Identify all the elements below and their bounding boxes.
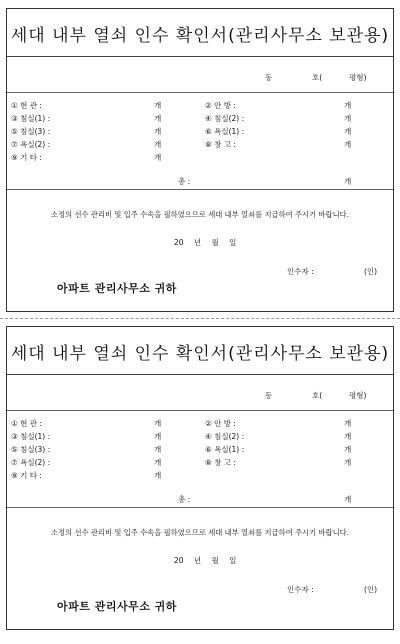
addressee: 아파트 관리사무소 귀하 xyxy=(57,600,177,613)
seal-label: (인) xyxy=(364,267,378,276)
item-label-bathroom-2: ⑦ 욕실(2) : xyxy=(11,140,51,149)
item-unit: 개 xyxy=(154,419,162,428)
pyeong-label: 평형) xyxy=(349,73,367,82)
date-line: 20 년 월 일 xyxy=(174,556,237,565)
item-unit: 개 xyxy=(344,432,352,441)
form-title: 세대 내부 열쇠 인수 확인서(관리사무소 보관용) xyxy=(10,344,390,364)
cut-line xyxy=(0,318,400,319)
date-line: 20 년 월 일 xyxy=(174,238,237,247)
dong-label: 동 xyxy=(265,73,273,82)
item-label-storage: ⑧ 창 고 : xyxy=(205,458,236,467)
item-unit: 개 xyxy=(344,445,352,454)
item-unit: 개 xyxy=(154,127,162,136)
item-unit: 개 xyxy=(344,114,352,123)
divider xyxy=(7,374,393,375)
request-statement: 소정의 선수 관리비 및 입주 수속을 필하였으므로 세대 내부 열쇠를 지급하여 주시기 바랍니다. xyxy=(50,210,349,219)
item-label-other: ⑨ 기 타 : xyxy=(11,153,42,162)
item-label-master-bedroom: ② 안 방 : xyxy=(205,419,236,428)
item-label-bathroom-2: ⑦ 욕실(2) : xyxy=(11,458,51,467)
divider xyxy=(7,507,393,508)
item-label-bedroom-2: ④ 침실(2) : xyxy=(205,114,245,123)
item-unit: 개 xyxy=(344,458,352,467)
divider xyxy=(7,410,393,411)
item-label-front-door: ① 현 관 : xyxy=(11,419,42,428)
item-unit: 개 xyxy=(344,140,352,149)
item-label-bedroom-2: ④ 침실(2) : xyxy=(205,432,245,441)
item-label-front-door: ① 현 관 : xyxy=(11,101,42,110)
item-unit: 개 xyxy=(344,419,352,428)
form-title: 세대 내부 열쇠 인수 확인서(관리사무소 보관용) xyxy=(10,26,390,46)
item-label-bedroom-3: ⑤ 침실(3) : xyxy=(11,445,51,454)
divider xyxy=(7,56,393,57)
item-label-other: ⑨ 기 타 : xyxy=(11,471,42,480)
item-label-bedroom-1: ③ 침실(1) : xyxy=(11,432,51,441)
item-label-bedroom-1: ③ 침실(1) : xyxy=(11,114,51,123)
item-unit: 개 xyxy=(154,114,162,123)
item-label-bedroom-3: ⑤ 침실(3) : xyxy=(11,127,51,136)
item-unit: 개 xyxy=(344,101,352,110)
item-unit: 개 xyxy=(154,101,162,110)
total-label: 총 : xyxy=(178,495,191,504)
divider xyxy=(7,92,393,93)
receiver-label: 인수자 : xyxy=(287,267,314,276)
seal-label: (인) xyxy=(364,585,378,594)
item-unit: 개 xyxy=(154,153,162,162)
item-label-storage: ⑧ 창 고 : xyxy=(205,140,236,149)
total-label: 총 : xyxy=(178,177,191,186)
total-unit: 개 xyxy=(344,495,352,504)
key-item-list xyxy=(7,418,393,508)
item-unit: 개 xyxy=(154,140,162,149)
item-label-bathroom-1: ⑥ 욕실(1) : xyxy=(205,127,245,136)
receiver-label: 인수자 : xyxy=(287,585,314,594)
key-receipt-form-2 xyxy=(6,326,394,630)
dong-label: 동 xyxy=(265,391,273,400)
item-label-master-bedroom: ② 안 방 : xyxy=(205,101,236,110)
total-unit: 개 xyxy=(344,177,352,186)
ho-label: 호( xyxy=(312,391,323,400)
item-unit: 개 xyxy=(154,458,162,467)
divider xyxy=(7,189,393,190)
key-item-list xyxy=(7,100,393,190)
item-unit: 개 xyxy=(344,127,352,136)
ho-label: 호( xyxy=(312,73,323,82)
item-unit: 개 xyxy=(154,432,162,441)
addressee: 아파트 관리사무소 귀하 xyxy=(57,282,177,295)
key-receipt-form-1 xyxy=(6,8,394,312)
request-statement: 소정의 선수 관리비 및 입주 수속을 필하였으므로 세대 내부 열쇠를 지급하여 주시기 바랍니다. xyxy=(50,528,349,537)
item-unit: 개 xyxy=(154,471,162,480)
item-unit: 개 xyxy=(154,445,162,454)
pyeong-label: 평형) xyxy=(349,391,367,400)
item-label-bathroom-1: ⑥ 욕실(1) : xyxy=(205,445,245,454)
